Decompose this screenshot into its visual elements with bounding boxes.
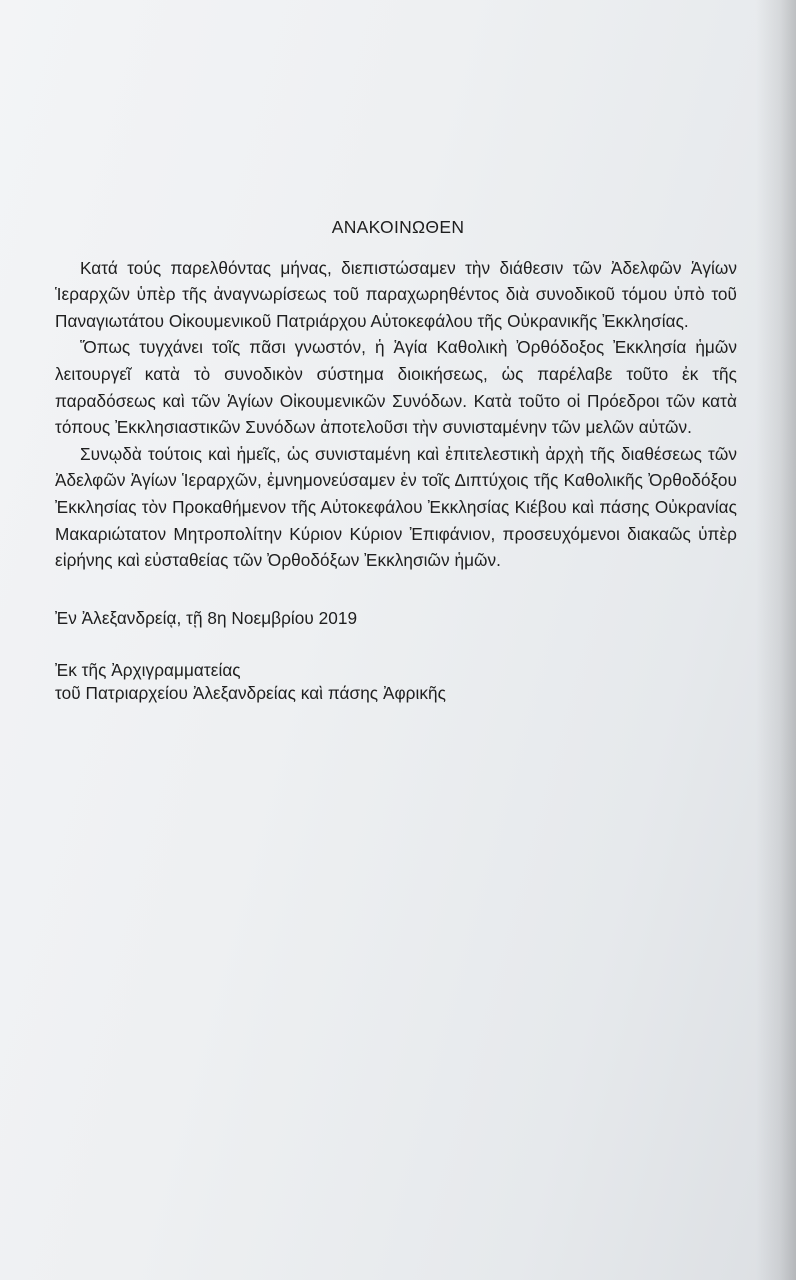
- paragraph-1: Κατά τούς παρελθόντας μήνας, διεπιστώσαμεν τὴν διάθεσιν τῶν Ἀδελφῶν Ἁγίων Ἱεραρχῶν ὑπὲρ τῆς ἀναγνωρίσεως τοῦ παραχωρηθέντος διὰ συνοδικοῦ τόμου ὑπὸ τοῦ Παναγιωτάτου Οἰκουμενικοῦ Πατριάρχου Αὐτοκεφάλου τῆς Οὐκρανικῆς Ἐκκλησίας.: [55, 257, 737, 331]
- document-title: ΑΝΑΚΟΙΝΩΘΕΝ: [331, 217, 465, 237]
- paragraph-3: Συνῳδὰ τούτοις καὶ ἡμεῖς, ὡς συνισταμένη καὶ ἐπιτελεστικὴ ἀρχὴ τῆς διαθέσεως τῶν Ἀδελφῶν Ἁγίων Ἱεραρχῶν, ἐμνημονεύσαμεν ἐν τοῖς Διπτύχοις τῆς Καθολικῆς Ὀρθοδόξου Ἐκκλησίας τὸν Προκαθήμενον τῆς Αὐτοκεφάλου Ἐκκλησίας Κιέβου καὶ πάσης Οὐκρανίας Μακαριώτατον Μητροπολίτην Κύριον Κύριον Ἐπιφάνιον, προσευχόμενοι διακαῶς ὑπὲρ εἰρήνης καὶ εὐσταθείας τῶν Ὀρθοδόξων Ἐκκλησιῶν ἡμῶν.: [55, 443, 737, 571]
- paragraph-2: Ὅπως τυγχάνει τοῖς πᾶσι γνωστόν, ἡ Ἁγία Καθολικὴ Ὀρθόδοξος Ἐκκλησία ἡμῶν λειτουργεῖ κατὰ τὸ συνοδικὸν σύστημα διοικήσεως, ὡς παρέλαβε τοῦτο ἐκ τῆς παραδόσεως καὶ τῶν Ἁγίων Οἰκουμενικῶν Συνόδων. Κατὰ τοῦτο οἱ Πρόεδροι τῶν κατὰ τόπους Ἐκκλησιαστικῶν Συνόδων ἀποτελοῦσι τὴν συνισταμένην τῶν μελῶν αὐτῶν.: [55, 337, 737, 438]
- document-body: [55, 214, 737, 705]
- place-date: Ἐν Ἀλεξανδρείᾳ, τῇ 8η Νοεμβρίου 2019: [55, 607, 358, 628]
- signature-line-2: τοῦ Πατριαρχείου Ἀλεξανδρείας καὶ πάσης Ἀφρικῆς: [55, 683, 446, 704]
- signature-line-1: Ἐκ τῆς Ἀρχιγραμματείας: [55, 660, 241, 681]
- signature-block: [55, 659, 737, 705]
